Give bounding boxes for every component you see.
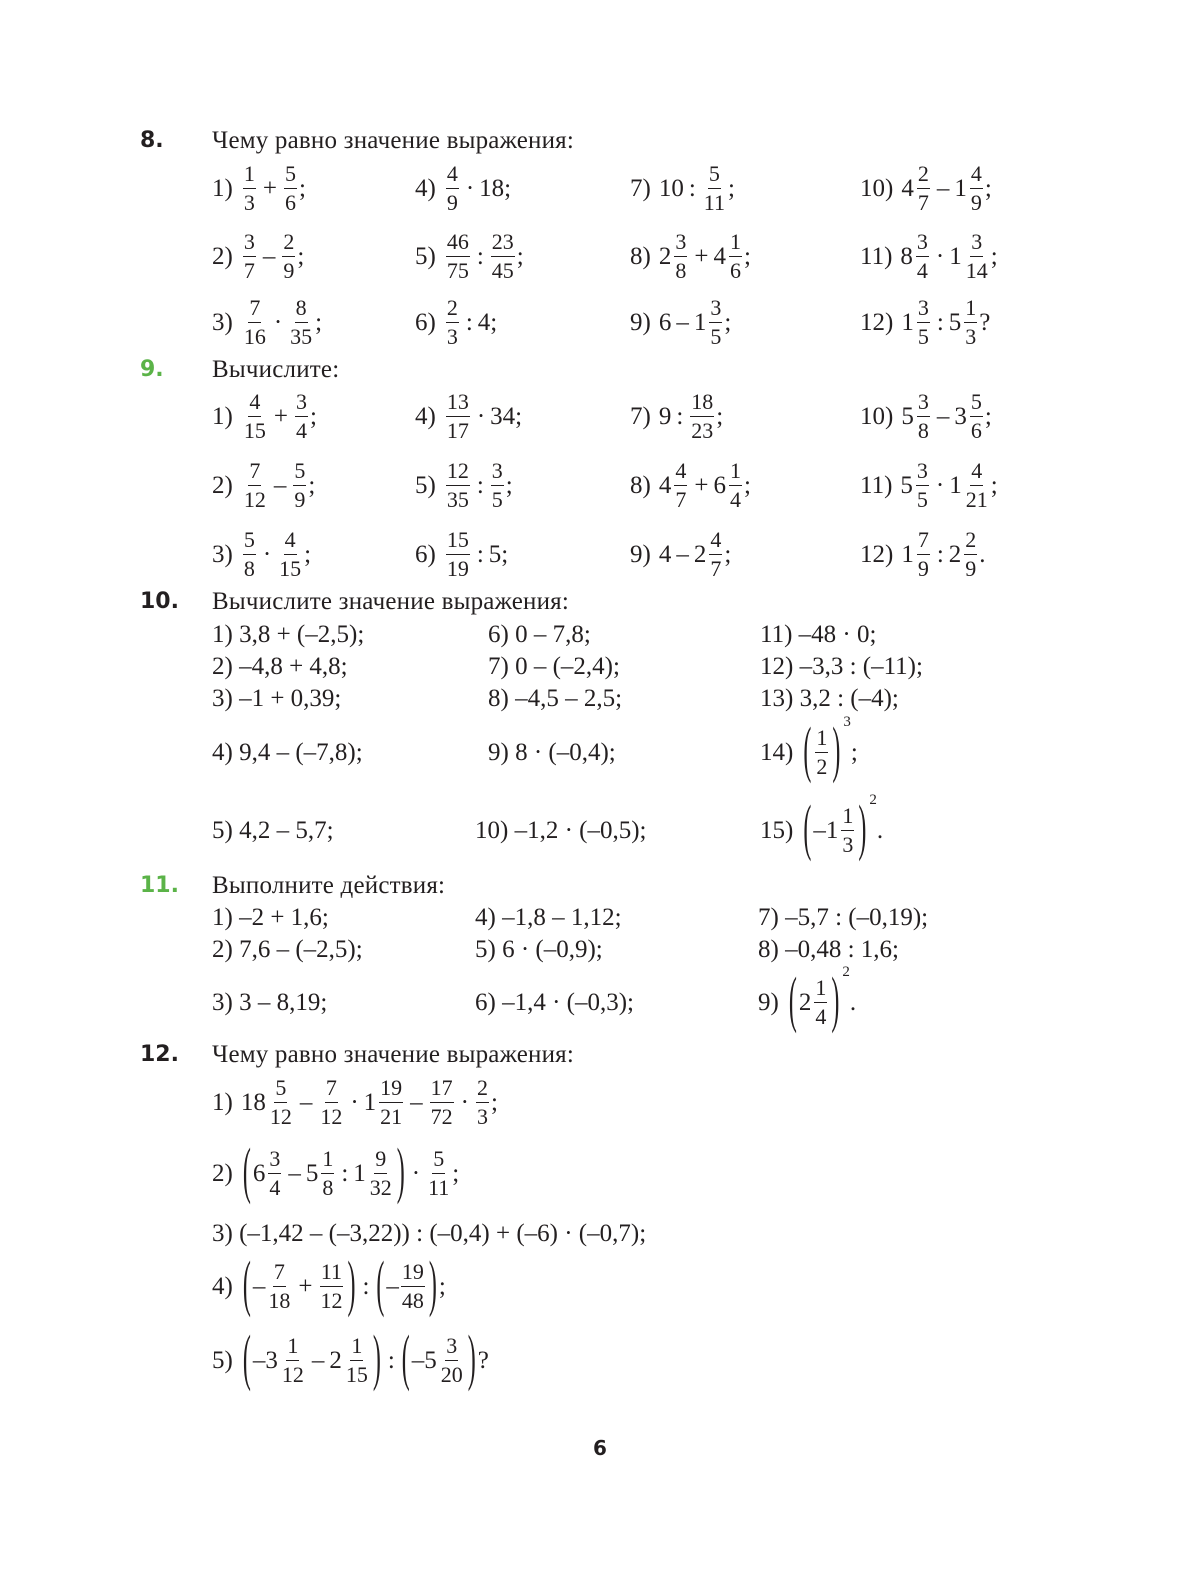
p8-item-2: 2) 3 7 – 2 9 ; [212, 228, 305, 283]
p10-item-11: 11) –48 · 0; [760, 620, 877, 648]
p9-item-3: 3) 5 8 · 4 15 ; [212, 526, 312, 581]
p11-item-4: 4) –1,8 – 1,12; [475, 903, 622, 931]
p11-item-7: 7) –5,7 : (–0,19); [758, 903, 929, 931]
p8-item-11: 11) 8 3 4 · 1 3 14 ; [860, 228, 998, 283]
problem-10-title: Вычислите значение выражения: [212, 588, 570, 615]
p10-item-8: 8) –4,5 – 2,5; [488, 684, 623, 712]
p8-item-12: 12) 1 3 5 : 5 1 3 ? [860, 294, 991, 349]
p10-item-3: 3) –1 + 0,39; [212, 684, 342, 712]
problem-11-title: Выполните действия: [212, 872, 446, 899]
p9-item-7: 7) 9 : 18 23 ; [630, 388, 724, 443]
p8-item-6: 6) 2 3 : 4; [415, 294, 498, 349]
p8-item-5: 5) 46 75 : 23 45 ; [415, 228, 524, 283]
p9-item-5: 5) 12 35 : 3 5 ; [415, 457, 513, 512]
p10-item-5: 5) 4,2 – 5,7; [212, 816, 334, 844]
p10-item-7: 7) 0 – (–2,4); [488, 652, 620, 680]
p10-item-15: 15) ( – 1 1 3 ) 2 . [760, 791, 884, 864]
problem-11-number: 11. [140, 873, 179, 898]
p8-item-7: 7) 10 : 5 11 ; [630, 160, 735, 215]
p12-item-4: 4) ( – 7 18 + $\frac{11}{12}$ ) : ( – 19 48 ) ; [212, 1252, 446, 1320]
p8-item-3: 3) 7 16 · 8 35 ; [212, 294, 323, 349]
p8-item-10: 10) 4 2 7 – 1 4 9 ; [860, 160, 992, 215]
p9-item-11: 11) 5 3 5 · 1 4 21 ; [860, 457, 998, 512]
p12-item-5: 5) ( – 3 1 12 – 2 1 15 ) : ( – 5 3 20 ) ? [212, 1326, 489, 1394]
p11-item-9: 9) ( 2 1 4 ) 2 . [758, 963, 857, 1036]
problem-8-number: 8. [140, 128, 164, 153]
p10-item-10: 10) –1,2 · (–0,5); [475, 816, 647, 844]
p11-item-3: 3) 3 – 8,19; [212, 988, 328, 1016]
p9-item-10: 10) 5 3 8 – 3 5 6 ; [860, 388, 992, 443]
p8-item-9: 9) 6 – 1 3 5 ; [630, 294, 732, 349]
p9-item-12: 12) 1 7 9 : 2 2 9 . [860, 526, 986, 581]
page-number: 6 [593, 1436, 607, 1460]
p11-item-6: 6) –1,4 · (–0,3); [475, 988, 634, 1016]
p9-item-8: 8) 4 4 7 + 6 1 4 ; [630, 457, 751, 512]
p9-item-4: 4) 13 17 · 34; [415, 388, 523, 443]
p8-item-4: 4) 4 9 · 18; [415, 160, 512, 215]
p9-item-2: 2) 7 12 – 5 9 ; [212, 457, 316, 512]
p10-item-2: 2) –4,8 + 4,8; [212, 652, 348, 680]
p12-item-1: 1) 18 5 12 – 7 12 · 1 19 21 – 17 72 · 2 3 ; [212, 1074, 498, 1129]
p10-item-9: 9) 8 · (–0,4); [488, 738, 616, 766]
p10-item-4: 4) 9,4 – (–7,8); [212, 738, 363, 766]
p9-item-1: 1) 4 15 + $\frac{3}{4}$ ; [212, 388, 317, 443]
p10-item-14: 14) ( 1 2 ) 3 ; [760, 713, 858, 786]
p11-item-8: 8) –0,48 : 1,6; [758, 935, 899, 963]
p10-item-12: 12) –3,3 : (–11); [760, 652, 923, 680]
problem-9-number: 9. [140, 357, 164, 382]
p9-item-9: 9) 4 – 2 4 7 ; [630, 526, 732, 581]
p8-item-1: 1) 1 3 + $\frac{5}{6}$ ; [212, 160, 306, 215]
p9-item-6: 6) 15 19 : 5; [415, 526, 509, 581]
problem-12-number: 12. [140, 1042, 179, 1067]
p11-item-5: 5) 6 · (–0,9); [475, 935, 603, 963]
p8-item-8: 8) 2 3 8 + 4 1 6 ; [630, 228, 751, 283]
problem-10-number: 10. [140, 589, 179, 614]
p10-item-13: 13) 3,2 : (–4); [760, 684, 899, 712]
problem-9-title: Вычислите: [212, 356, 340, 383]
problem-8-title: Чему равно значение выражения: [212, 127, 575, 154]
p10-item-6: 6) 0 – 7,8; [488, 620, 591, 648]
p12-item-3: 3) (–1,42 – (–3,22)) : (–0,4) + (–6) · (–0,7); [212, 1219, 647, 1247]
p12-item-2: 2) ( 6 3 4 – 5 1 8 : 1 9 32 ) · 5 11 ; [212, 1139, 460, 1207]
problem-12-title: Чему равно значение выражения: [212, 1041, 575, 1068]
p10-item-1: 1) 3,8 + (–2,5); [212, 620, 365, 648]
p11-item-2: 2) 7,6 – (–2,5); [212, 935, 363, 963]
p11-item-1: 1) –2 + 1,6; [212, 903, 329, 931]
